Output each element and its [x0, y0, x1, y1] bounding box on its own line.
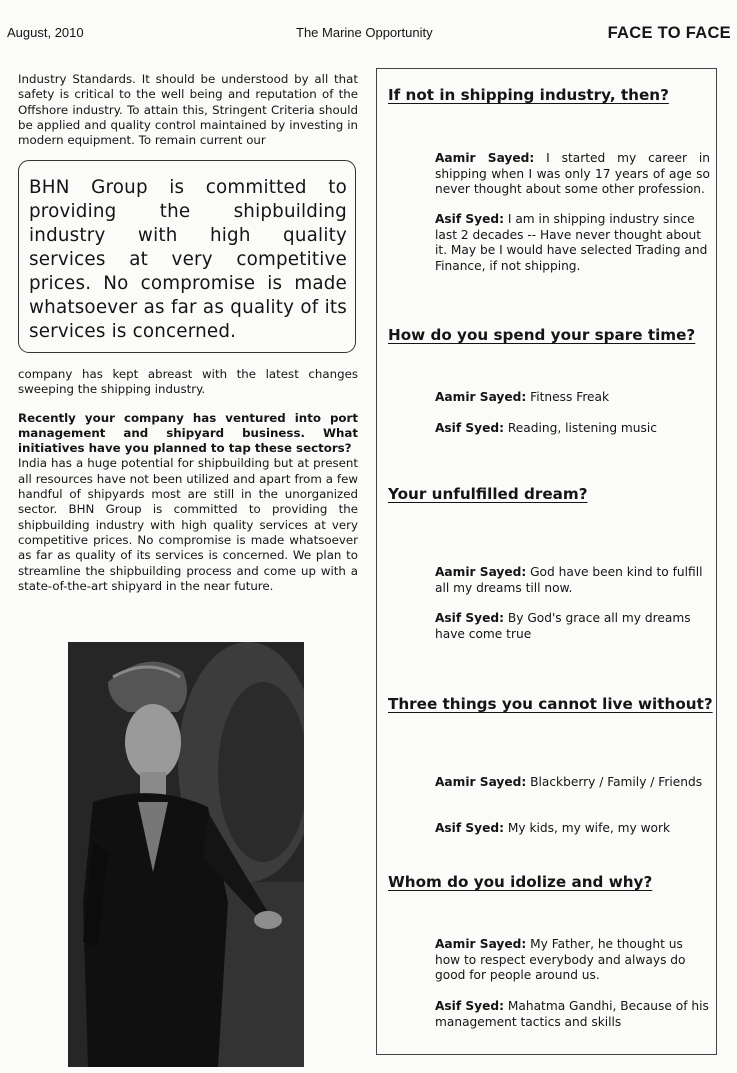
answer-text: Reading, listening music [507, 421, 657, 435]
respondent-name: Aamir Sayed: [435, 565, 527, 579]
respondent-name: Asif Syed: [435, 821, 504, 835]
respondent-name: Asif Syed: [435, 421, 504, 435]
respondent-name: Aamir Sayed: [435, 151, 535, 165]
respondent-name: Asif Syed: [435, 999, 504, 1013]
respondent-name: Aamir Sayed: [435, 390, 527, 404]
portrait-illustration [68, 642, 304, 1067]
answer-text: I am in shipping industry since last 2 decades -- Have never thought about it. May be I would have selected Trading and Finance, if not shipping. [435, 212, 708, 273]
qa-question: Whom do you idolize and why? [388, 873, 653, 891]
qa-question: How do you spend your spare time? [388, 326, 696, 344]
qa-answer [435, 821, 710, 837]
pull-quote-text: BHN Group is committed to providing the shipbuilding industry with high quality services at very competitive prices. No compromise is made whatsoever as far as quality of its services is concerned. [29, 177, 347, 342]
left-column [18, 72, 358, 148]
publication-title: The Marine Opportunity [296, 25, 433, 40]
pull-quote-box [18, 160, 356, 353]
qa-answer [435, 611, 710, 642]
page-header [0, 0, 737, 46]
qa-panel [376, 68, 717, 1055]
intro-paragraph: Industry Standards. It should be understood by all that safety is critical to the well being and reputation of the Offshore industry. To attain this, Stringent Criteria should be applied and quality control maintained by investing in modern equipment. To remain current our [18, 72, 358, 148]
qa-question: Your unfulfilled dream? [388, 485, 588, 503]
respondent-name: Aamir Sayed: [435, 937, 527, 951]
answer-text: Blackberry / Family / Friends [530, 775, 703, 789]
answer-text: My kids, my wife, my work [507, 821, 671, 835]
continuation-paragraph: company has kept abreast with the latest changes sweeping the shipping industry. [18, 367, 358, 397]
answer-text: By God's grace all my dreams have come true [435, 611, 691, 641]
qa-answer [435, 151, 710, 198]
answer-text: I started my career in shipping when I was only 17 years of age so never thought about some other profession. [435, 151, 710, 196]
qa-answer [435, 212, 710, 274]
qa-answer [435, 937, 710, 984]
answer-text: Mahatma Gandhi, Because of his management tactics and skills [435, 999, 709, 1029]
answer-text: Fitness Freak [530, 390, 610, 404]
qa-question: Three things you cannot live without? [388, 695, 713, 713]
answer-text: God have been kind to fulfill all my dreams till now. [435, 565, 703, 595]
respondent-name: Aamir Sayed: [435, 775, 527, 789]
qa-answer [435, 565, 710, 596]
qa-answer [435, 421, 710, 437]
portrait-photo [68, 642, 304, 1067]
qa-question: If not in shipping industry, then? [388, 86, 669, 104]
interview-question: Recently your company has ventured into port management and shipyard business. What initiatives have you planned to tap these sectors? [18, 410, 358, 456]
left-column-continued [18, 367, 358, 594]
respondent-name: Asif Syed: [435, 212, 504, 226]
answer-text: My Father, he thought us how to respect everybody and always do good for people around us. [435, 937, 686, 982]
issue-date: August, 2010 [7, 25, 84, 40]
interview-answer: India has a huge potential for shipbuilding but at present all resources have not been utilized and apart from a few handful of shipyards most are still in the unorganized sector. BHN Group is committed to providing the shipbuilding industry with high quality services at very competitive prices. No compromise is made whatsoever as far as quality of its services is concerned. We plan to streamline the shipbuilding process and come up with a state-of-the-art shipyard in the near future. [18, 456, 358, 593]
section-title: FACE TO FACE [607, 24, 731, 42]
qa-answer [435, 999, 710, 1030]
qa-answer [435, 775, 710, 791]
qa-answer [435, 390, 710, 406]
respondent-name: Asif Syed: [435, 611, 504, 625]
